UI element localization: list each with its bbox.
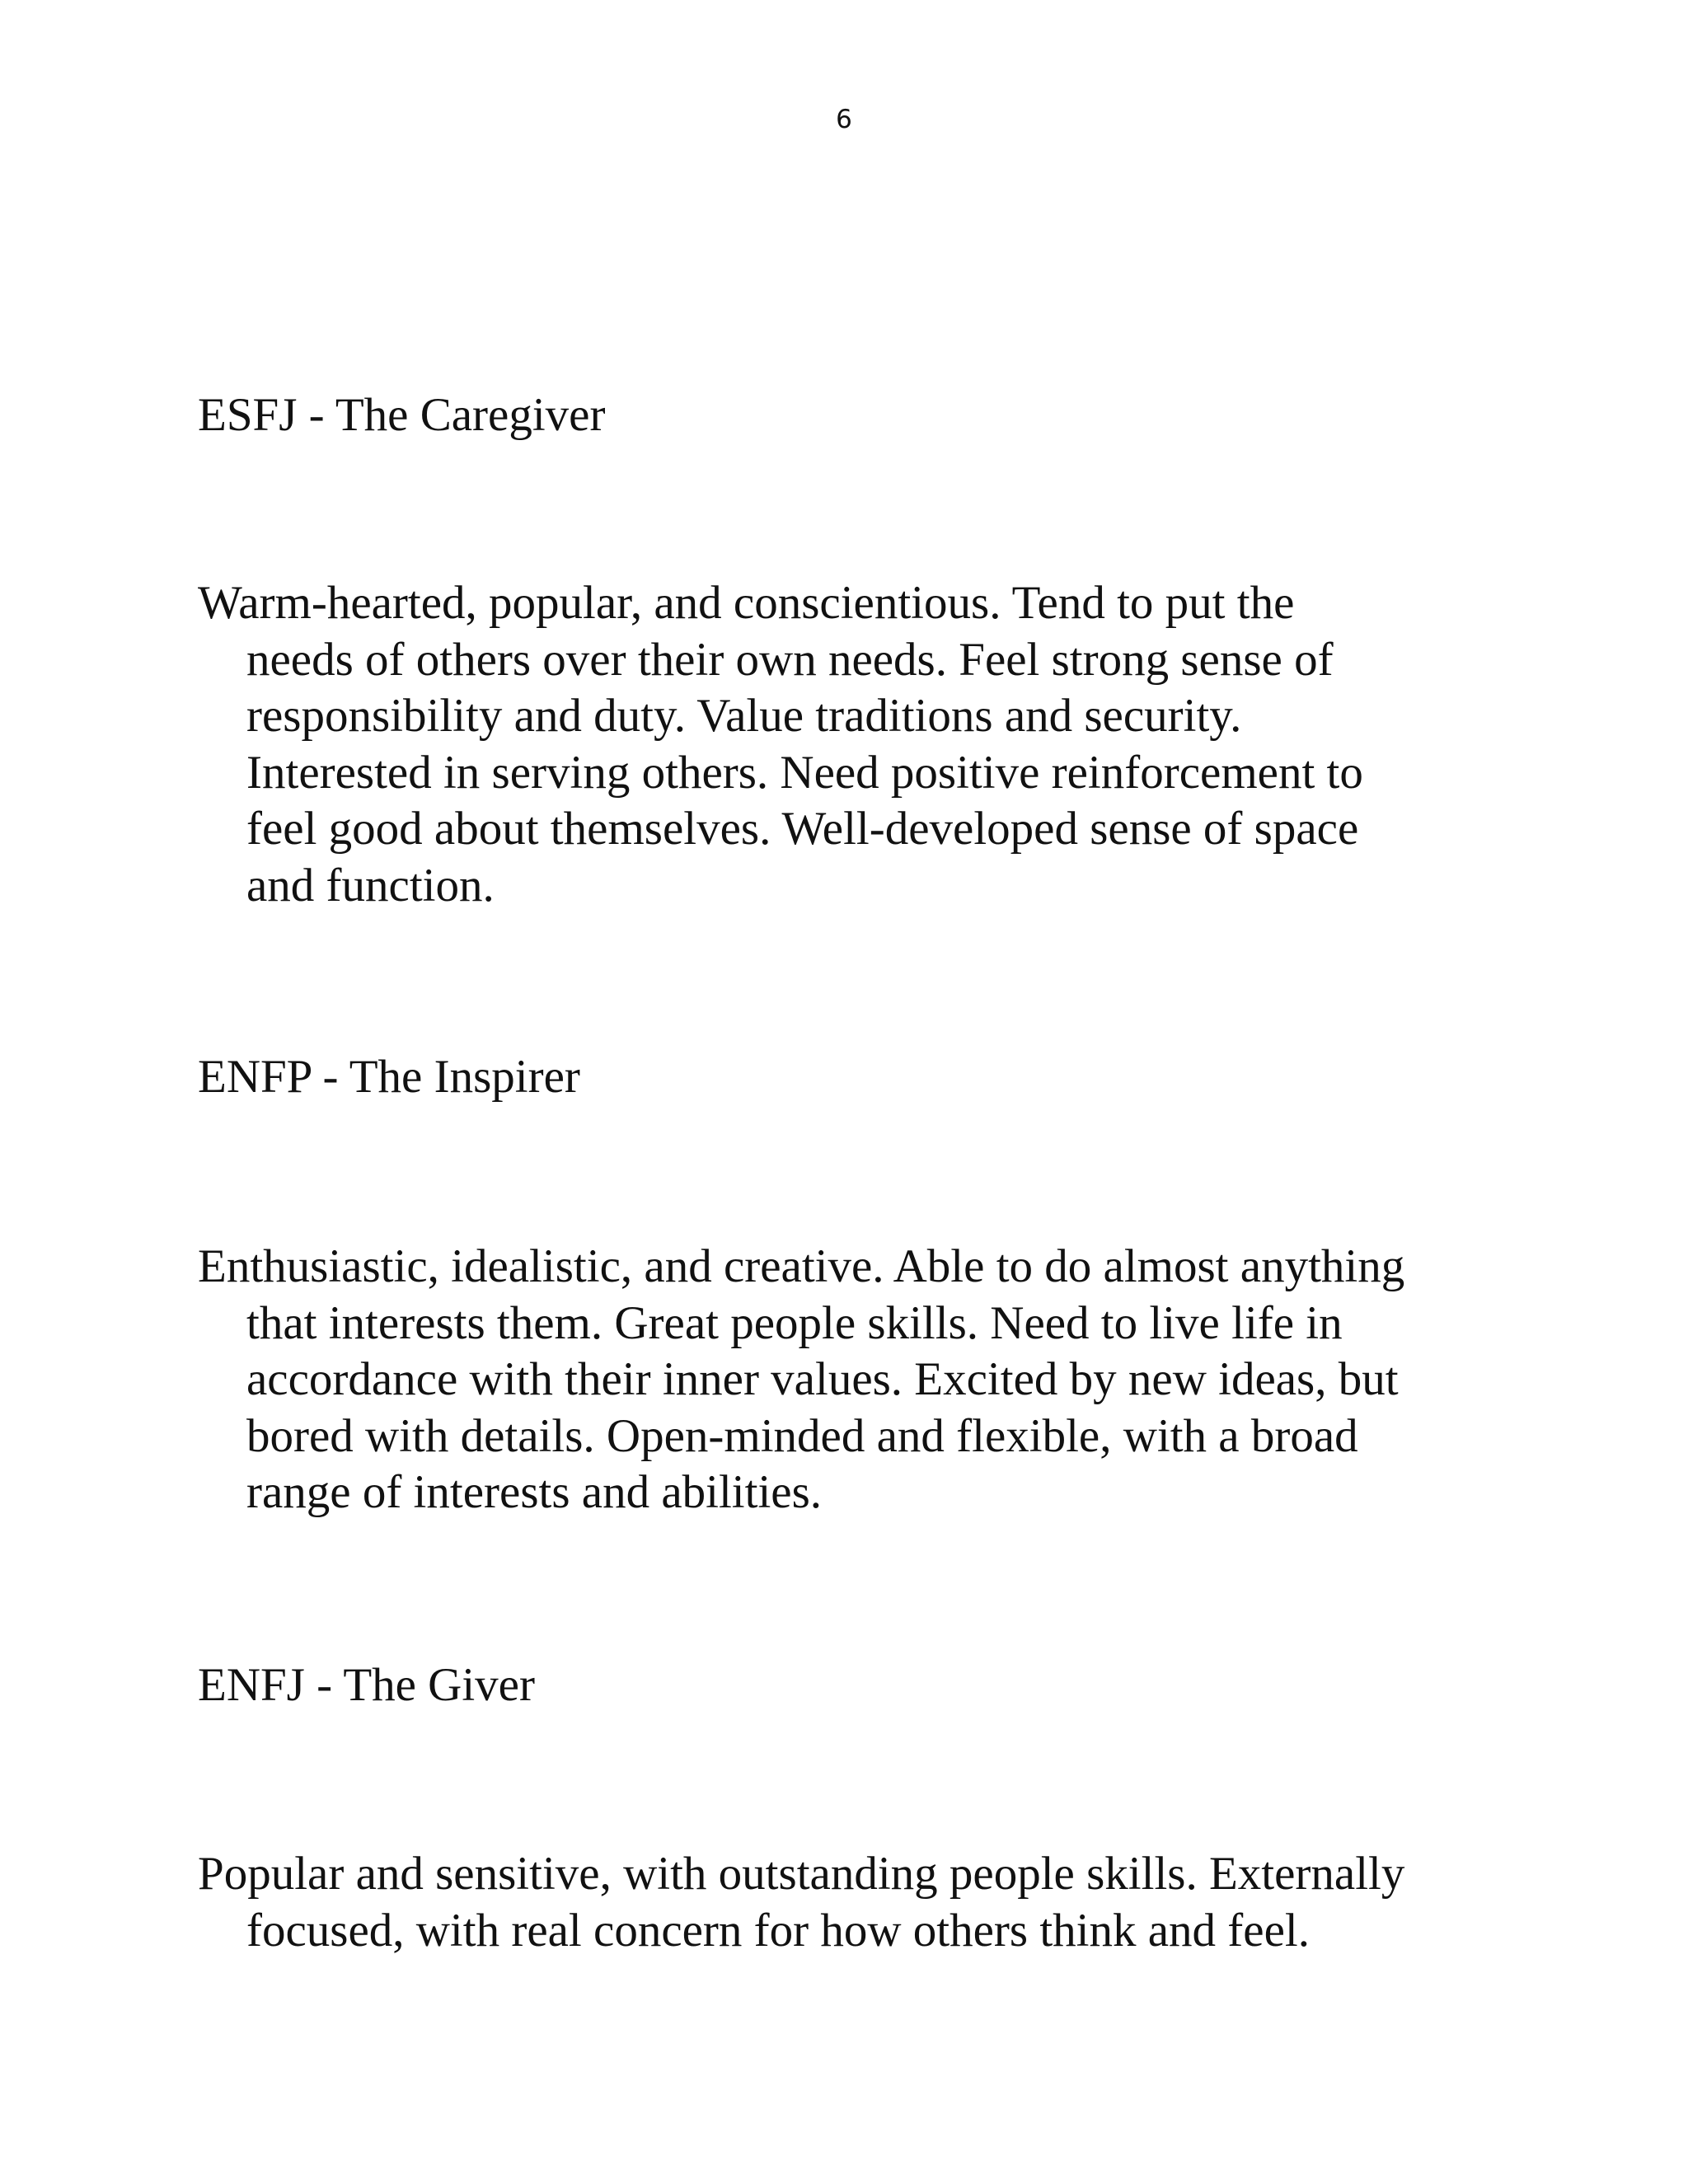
page-number: 6 [836,105,852,134]
section-heading-enfp: ENFP - The Inspirer [198,1051,580,1103]
section-heading-enfj: ENFJ - The Giver [198,1659,535,1711]
section-body-enfj [198,1846,1558,1959]
body-line: responsibility and duty. Value traditions and security. [246,690,1242,742]
body-line: Interested in serving others. Need positive reinforcement to [246,746,1363,799]
body-line: Warm-hearted, popular, and conscientious. Tend to put the [198,577,1295,629]
section-heading-esfj: ESFJ - The Caregiver [198,389,606,441]
body-line: range of interests and abilities. [246,1466,823,1518]
section-body-esfj [198,575,1558,914]
body-line: accordance with their inner values. Excited by new ideas, but [246,1353,1399,1405]
body-line: bored with details. Open-minded and flexible, with a broad [246,1409,1358,1462]
body-line: Popular and sensitive, with outstanding people skills. Externally [198,1848,1405,1900]
body-line: feel good about themselves. Well-developed sense of space [246,803,1359,855]
body-line: focused, with real concern for how others think and feel. [246,1904,1310,1957]
section-body-enfp [198,1239,1558,1521]
body-line: Enthusiastic, idealistic, and creative. Able to do almost anything [198,1240,1405,1292]
body-line: that interests them. Great people skills. Need to live life in [246,1296,1343,1349]
body-line: and function. [246,859,495,912]
body-line: needs of others over their own needs. Feel strong sense of [246,633,1334,686]
